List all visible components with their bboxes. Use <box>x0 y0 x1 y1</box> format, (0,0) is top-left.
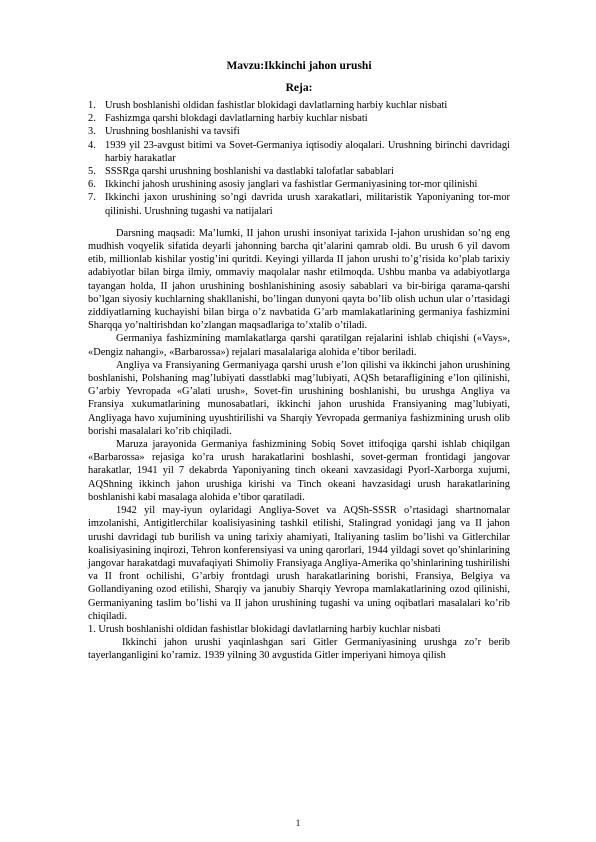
plan-item-text: Urush boshlanishi oldidan fashistlar blokidagi davlatlarning harbiy kuchlar nisbati <box>105 100 448 111</box>
plan-item-number: 5. <box>88 166 96 178</box>
plan-item <box>88 165 510 178</box>
plan-heading: Reja: <box>285 82 313 94</box>
page-content <box>88 59 510 663</box>
plan-item <box>88 191 510 217</box>
plan-item-text: 1939 yil 23-avgust bitimi va Sovet-Germaniya iqtisodiy aloqalari. Urushning birinchi davridagi harbiy harakatlar <box>105 139 510 164</box>
plan-item-number: 6. <box>88 179 96 191</box>
plan-item <box>88 99 510 112</box>
plan-item-number: 7. <box>88 192 96 204</box>
body-paragraph: Darsning maqsadi: Ma’lumki, II jahon urushi insoniyat tarixida I-jahon urushidan so’ng eng mudhish voqyelik sifatida deyarli jahonning barcha qit’alarini qamrab oldi. Bu urush 6 yil davom etib, millionlab kishilar yostig’ini quritdi. Keyingi yillarda II jahon urushi to’g’risida ko’plab tarixiy adabiyotlar bilan birga ilmiy, ommaviy maqolalar nashr etilmoqda. Ushbu manba va adabiyotlarga tayangan holda, II jahon urushining boshlanishining asosiy sabablari va bir-biriga qarama-qarshi bo’lgan siyosiy kuchlarning shakllanishi, bo’lingan dunyoni qayta bo’lib olish uchun ular o’rtasidagi ziddiyatlarning kuchayishi bilan birga o’z navbatida G’arb mamlakatlarining germaniya fashizmini Sharqqa yo’naltirishdan ko’zlangan maqsadlariga to’xtalib o’tiladi. <box>88 227 510 332</box>
body-paragraph: Angliya va Fransiyaning Germaniyaga qarshi urush e’lon qilishi va ikkinchi jahon urushining boshlanishi, Polshaning mag’lubiyati dasstlabki mag’lubiyati, AQSh betarafligining e’lon qilinishi, G’arbiy Yevropada «G’alati urush», Sovet-fin urushining boshlanishi, bu urushga Angliya va Fransiya xukumatlarining munosabatlari, ikkinchi jahon urushida Fransiyaning mag’lubiyati, Angliyaga havo xujumining uyushtirilishi va Sharqiy Yevropada germaniya fashizmining urush olib borishi masalalari ko’rib chiqiladi. <box>88 359 510 437</box>
plan-item <box>88 139 510 165</box>
plan-item-text: SSSRga qarshi urushning boshlanishi va dastlabki talofatlar sabablari <box>105 166 394 178</box>
plan-item <box>88 178 510 191</box>
plan-item-number: 3. <box>88 126 96 138</box>
section-paragraph: Ikkinchi jahon urushi yaqinlashgan sari Gitler Germaniyasining urushga zo’r berib tayerlanganligini ko’ramiz. 1939 yilning 30 avgustida Gitler imperiyani himoya qilish <box>88 637 510 662</box>
plan-list <box>88 99 510 218</box>
page-number: 1 <box>295 818 301 828</box>
body-paragraph: Maruza jarayonida Germaniya fashizmining Sobiq Sovet ittifoqiga qarshi ishlab chiqilgan «Barbarossa» rejasiga ko’ra urush harakatlarini boshlashi, sovet-german frontidagi jangovar harakatlar, 1941 yil 7 dekabrda Yaponiyaning tinch okeani xavzasidagi Pyorl-Xarborga xujumi, AQShning ikkinch jahon urushiga kirishi va Tinch okeani havzasidagi urush harakatlarining boshlanishi kabi masalaga alohida e’tibor qaratiladi. <box>88 439 510 503</box>
plan-item-number: 2. <box>88 113 96 125</box>
plan-item-text: Ikkinchi jahosh urushining asosiy janglari va fashistlar Germaniyasining tor-mor qilinishi <box>105 179 478 191</box>
body-paragraph: Germaniya fashizmining mamlakatlarga qarshi qaratilgan rejalarini ishlab chiqishi («Vays», «Dengiz nahangi», «Barbarossa») rejalari masalalariga alohida e’tibor beriladi. <box>88 333 510 358</box>
plan-item-text: Urushning boshlanishi va tavsifi <box>105 126 240 138</box>
plan-item-text: Ikkinchi jaxon urushining so’ngi davrida urush xarakatlari, militaristik Yaponiyaning tor-mor qilinishi. Urushning tugashi va natijalari <box>105 192 510 217</box>
plan-item-text: Fashizmga qarshi blokdagi davlatlarning harbiy kuchlar nisbati <box>105 113 368 125</box>
plan-item <box>88 125 510 138</box>
document-title: Mavzu:Ikkinchi jahon urushi <box>226 60 372 72</box>
section-heading: 1. Urush boshlanishi oldidan fashistlar blokidagi davlatlarning harbiy kuchlar nisbati <box>88 623 441 635</box>
body-paragraph: 1942 yil may-iyun oylaridagi Angliya-Sovet va AQSh-SSSR o’rtasidagi shartnomalar imzolanishi, Antigitlerchilar koalisiyasining tashkil etilishi, Stalingrad yonidagi jang va II jahon urushi davridagi tub burilish va uning tarixiy ahamiyati, Italiyaning taslim bo’lishi va Gitlerchilar koalisiyasining inqirozi, Tehron konferensiyasi va uning qarorlari, 1944 yildagi sovet qo’shinlarining jangovar harakatdagi muvafaqiyati Shimoliy Fransiyaga Angliya-Amerika qo’shinlarining tushirilishi va II front ochilishi, G’arbiy frontdagi urush harakatlarining borishi, Fransiya, Belgiya va Gollandiyaning ozod etilishi, Sharqiy va janubiy Sharqiy Yevropa mamlakatlarining ozod qilinishi, Germaniyaning taslim bo’lishi va II jahon urushining tugashi va uning oqibatlari masalalari ko’rib chiqiladi. <box>88 505 510 622</box>
plan-item-number: 4. <box>88 139 96 151</box>
plan-item-number: 1. <box>88 100 96 111</box>
plan-item <box>88 112 510 125</box>
